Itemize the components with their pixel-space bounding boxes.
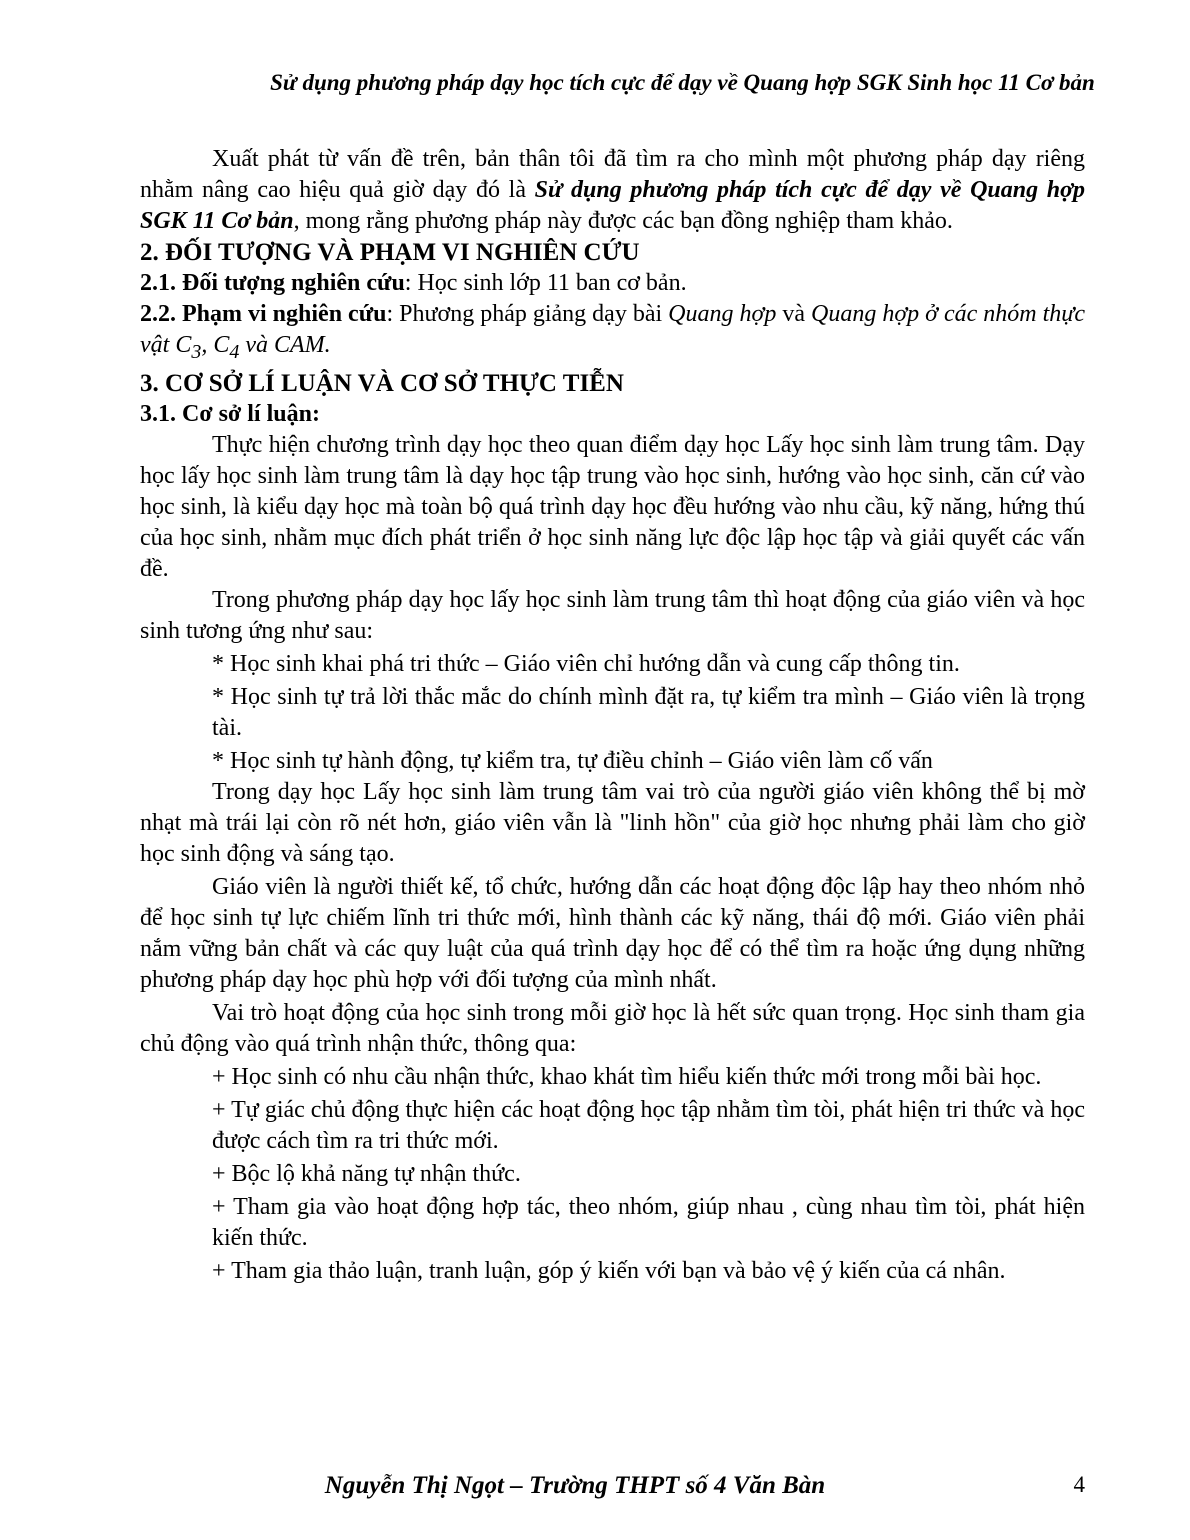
paragraph-4: Giáo viên là người thiết kế, tổ chức, hướng dẫn các hoạt động độc lập hay theo nhóm nhỏ để học sinh tự lực chiếm lĩnh tri thức mới, hình thành các kỹ năng, thái độ mới. Giáo viên phải nắm vững bản chất và các quy luật của quá trình dạy học để có thể tìm ra hoặc ứng dụng những phương pháp dạy học phù hợp với đối tượng của mình nhất. xyxy=(140,873,1085,993)
section-3-1-heading: 3.1. Cơ sở lí luận: xyxy=(140,400,320,427)
paragraph-1: Thực hiện chương trình dạy học theo quan điểm dạy học Lấy học sinh làm trung tâm. Dạy học lấy học sinh làm trung tâm là dạy học tập trung vào học sinh, hướng vào học sinh, căn cứ vào học sinh, là kiểu dạy học mà toàn bộ quá trình dạy học đều hướng vào nhu cầu, kỹ năng, hứng thú của học sinh, nhằm mục đích phát triển ở học sinh năng lực độc lập học tập và giải quyết các vấn đề. xyxy=(140,431,1085,582)
section-3-heading: 3. CƠ SỞ LÍ LUẬN VÀ CƠ SỞ THỰC TIỄN xyxy=(140,369,624,397)
intro-paragraph xyxy=(140,144,1085,237)
subscript-4: 4 xyxy=(229,340,240,363)
section-2-1-label: 2.1. Đối tượng nghiên cứu xyxy=(140,270,405,296)
page-number: 4 xyxy=(1073,1472,1085,1497)
section-2-1 xyxy=(140,268,1085,299)
intro-emphasis: Sử dụng phương pháp tích cực để dạy về Quang hợp SGK 11 Cơ bản xyxy=(140,177,1085,234)
star-item-2: * Học sinh tự trả lời thắc mắc do chính mình đặt ra, tự kiểm tra mình – Giáo viên là trọng tài. xyxy=(212,683,1085,741)
paragraph-5: Vai trò hoạt động của học sinh trong mỗi giờ học là hết sức quan trọng. Học sinh tham gia chủ động vào quá trình nhận thức, thông qua: xyxy=(140,999,1085,1057)
plus-item-4: + Tham gia vào hoạt động hợp tác, theo nhóm, giúp nhau , cùng nhau tìm tòi, phát hiện kiến thức. xyxy=(212,1193,1085,1251)
section-2-2 xyxy=(140,299,1085,368)
plus-item-1: + Học sinh có nhu cầu nhận thức, khao khát tìm hiểu kiến thức mới trong mỗi bài học. xyxy=(212,1063,1042,1090)
section-2-2-label: 2.2. Phạm vi nghiên cứu xyxy=(140,301,387,327)
paragraph-2: Trong phương pháp dạy học lấy học sinh làm trung tâm thì hoạt động của giáo viên và học sinh tương ứng như sau: xyxy=(140,586,1085,644)
intro-text-1: Xuất phát từ vấn đề trên, bản thân tôi đã tìm ra cho mình một phương pháp dạy riêng nhằm nâng cao hiệu quả giờ dạy đó là xyxy=(140,146,1085,203)
page-body xyxy=(140,144,1085,1287)
subscript-3: 3 xyxy=(191,340,202,363)
paragraph-3: Trong dạy học Lấy học sinh làm trung tâm vai trò của người giáo viên không thể bị mờ nhạt mà trái lại còn rõ nét hơn, giáo viên vẫn là "linh hồn" của giờ học nhưng phải làm cho giờ học sinh động và sáng tạo. xyxy=(140,778,1085,867)
star-item-3: * Học sinh tự hành động, tự kiểm tra, tự điều chỉnh – Giáo viên làm cố vấn xyxy=(212,747,933,774)
plus-item-2: + Tự giác chủ động thực hiện các hoạt động học tập nhằm tìm tòi, phát hiện tri thức và học được cách tìm ra tri thức mới. xyxy=(212,1096,1085,1154)
star-item-1: * Học sinh khai phá tri thức – Giáo viên chỉ hướng dẫn và cung cấp thông tin. xyxy=(212,650,960,677)
section-2-2-italic-2: Quang hợp ở các nhóm thực vật C xyxy=(140,301,1086,358)
section-2-2-italic-1: Quang hợp xyxy=(668,301,777,327)
plus-item-5: + Tham gia thảo luận, tranh luận, góp ý kiến với bạn và bảo vệ ý kiến của cá nhân. xyxy=(212,1257,1006,1284)
intro-text-2: , mong rằng phương pháp này được các bạn đồng nghiệp tham khảo. xyxy=(293,208,953,234)
section-2-2-text: : Phương pháp giảng dạy bài xyxy=(386,301,669,327)
section-2-2-italic-3: , C xyxy=(201,332,230,358)
footer-author: Nguyễn Thị Ngọt – Trường THPT số 4 Văn Bàn xyxy=(324,1472,826,1499)
running-header: Sử dụng phương pháp dạy học tích cực để dạy về Quang hợp SGK Sinh học 11 Cơ bản xyxy=(270,70,1095,95)
plus-item-3: + Bộc lộ khả năng tự nhận thức. xyxy=(212,1160,521,1187)
section-2-1-text: : Học sinh lớp 11 ban cơ bản. xyxy=(404,270,687,296)
section-2-2-mid: và xyxy=(776,301,811,327)
section-2-heading: 2. ĐỐI TƯỢNG VÀ PHẠM VI NGHIÊN CỨU xyxy=(140,239,640,266)
section-2-2-italic-4: và CAM. xyxy=(239,332,331,358)
